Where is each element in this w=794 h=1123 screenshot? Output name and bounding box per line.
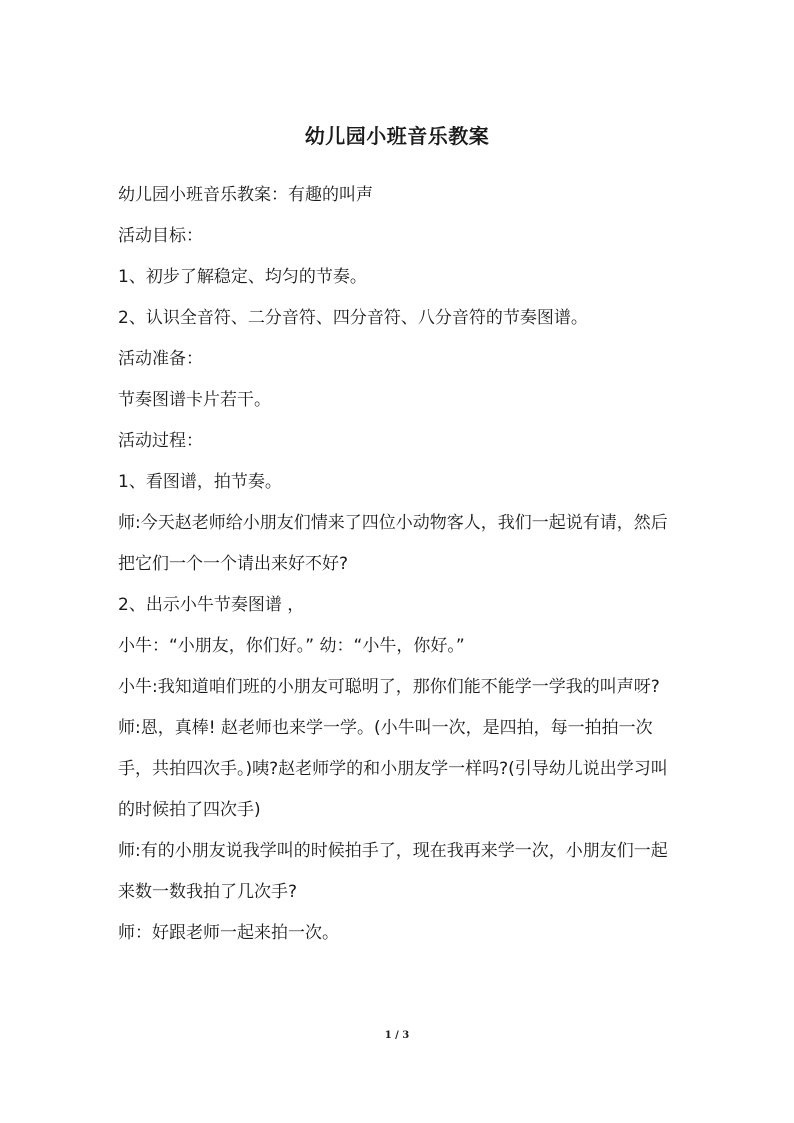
paragraph: 幼儿园小班音乐教案：有趣的叫声	[118, 185, 373, 205]
paragraph: 师:恩，真棒! 赵老师也来学一学。(小牛叫一次，是四拍，每一拍拍一次手，共拍四次手。)咦?赵老师学的和小朋友学一样吗?(引导幼儿说出学习叫的时候拍了四次手)	[118, 718, 668, 820]
paragraph: 小牛：“小朋友，你们好。” 幼：“小牛，你好。”	[118, 636, 465, 656]
document-body	[118, 175, 682, 954]
paragraph: 活动准备：	[118, 349, 203, 369]
paragraph: 师:有的小朋友说我学叫的时候拍手了，现在我再来学一次，小朋友们一起来数一数我拍了几次手?	[118, 841, 668, 902]
page-number: 1 / 3	[384, 1030, 410, 1041]
paragraph: 2、出示小牛节奏图谱 ，	[118, 595, 305, 615]
paragraph: 师：好跟老师一起来拍一次。	[118, 923, 339, 943]
paragraph: 师:今天赵老师给小朋友们情来了四位小动物客人，我们一起说有请，然后把它们一个一个请出来好不好?	[118, 513, 668, 574]
paragraph: 1、看图谱，拍节奏。	[118, 472, 282, 492]
paragraph: 活动过程：	[118, 431, 203, 451]
paragraph: 活动目标：	[118, 226, 203, 246]
paragraph: 小牛:我知道咱们班的小朋友可聪明了，那你们能不能学一学我的叫声呀?	[118, 677, 660, 697]
paragraph: 节奏图谱卡片若干。	[118, 390, 271, 410]
document-title: 幼儿园小班音乐教案	[304, 124, 490, 148]
paragraph: 2、认识全音符、二分音符、四分音符、八分音符的节奏图谱。	[118, 308, 588, 328]
paragraph: 1、初步了解稳定、均匀的节奏。	[118, 267, 367, 287]
